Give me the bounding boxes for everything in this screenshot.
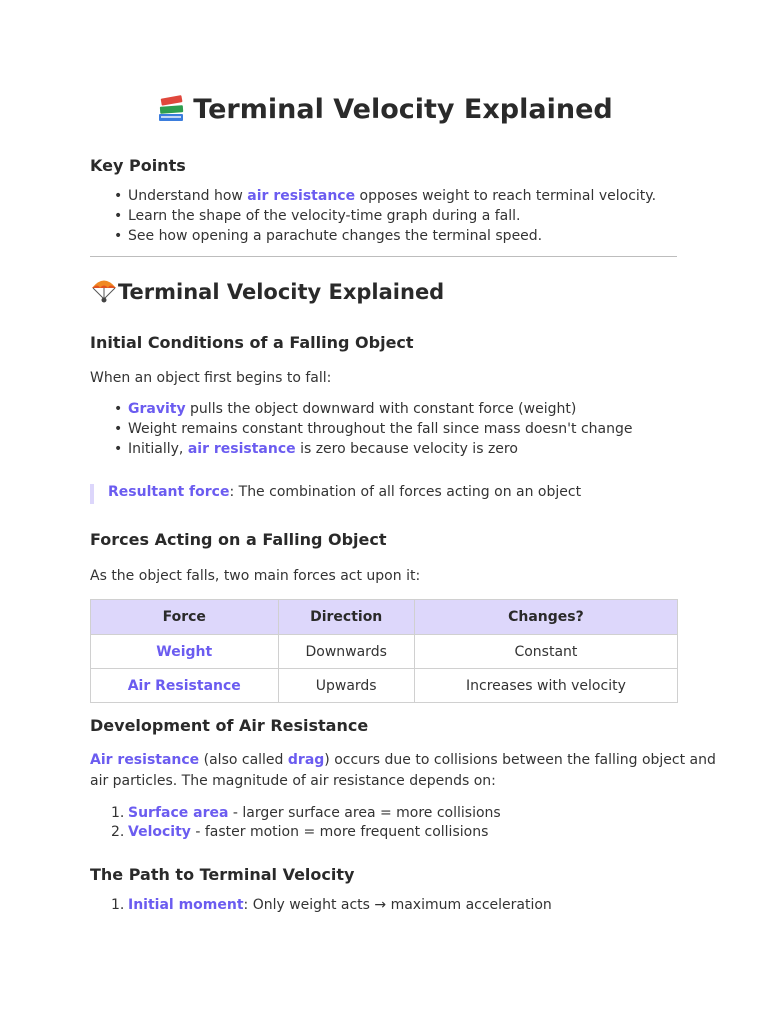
table-row <box>91 669 678 703</box>
parachute-icon <box>90 277 118 305</box>
item-number: 1. <box>111 805 125 821</box>
path-heading: The Path to Terminal Velocity <box>90 865 355 884</box>
books-icon <box>155 92 187 124</box>
page-title-text: Terminal Velocity Explained <box>193 94 613 125</box>
table-cell: Constant <box>414 635 677 669</box>
divider <box>90 256 677 257</box>
column-header: Force <box>91 600 279 635</box>
list-item: • Understand how air resistance opposes weight to reach terminal velocity. <box>114 188 657 204</box>
term-link[interactable]: Weight <box>156 643 213 660</box>
bullet: • <box>114 441 123 457</box>
forces-table <box>90 599 678 703</box>
bullet: • <box>114 401 123 417</box>
term-link[interactable]: air resistance <box>247 188 356 204</box>
air-resistance-paragraph-line-1: Air resistance (also called drag) occurs due to collisions between the falling object and <box>90 752 716 768</box>
term-link[interactable]: Velocity <box>128 824 191 840</box>
table-cell: Downwards <box>278 635 414 669</box>
column-header: Direction <box>278 600 414 635</box>
bullet: • <box>114 421 123 437</box>
air-resistance-heading: Development of Air Resistance <box>90 716 369 735</box>
term-link[interactable]: Gravity <box>128 401 186 417</box>
list-item: • See how opening a parachute changes the terminal speed. <box>114 228 543 244</box>
term-link[interactable]: Initial moment <box>128 897 244 913</box>
numbered-item: 1. Surface area - larger surface area = more collisions <box>111 805 501 821</box>
term-link[interactable]: Resultant force <box>108 484 230 500</box>
term-link[interactable]: drag <box>287 752 325 768</box>
section-heading <box>90 280 444 305</box>
term-link[interactable]: Air Resistance <box>127 677 241 694</box>
table-cell <box>91 635 279 669</box>
numbered-item: 2. Velocity - faster motion = more frequent collisions <box>111 824 489 840</box>
bullet: • <box>114 188 123 204</box>
bullet: • <box>114 208 123 224</box>
term-link[interactable]: Air resistance <box>90 752 200 768</box>
callout: Resultant force: The combination of all forces acting on an object <box>108 484 582 500</box>
section-heading-text: Terminal Velocity Explained <box>118 280 445 304</box>
initial-conditions-heading: Initial Conditions of a Falling Object <box>90 333 414 352</box>
forces-intro: As the object falls, two main forces act upon it: <box>90 568 421 584</box>
air-resistance-paragraph-line-2: air particles. The magnitude of air resistance depends on: <box>90 773 496 789</box>
table-cell: Upwards <box>278 669 414 703</box>
forces-heading: Forces Acting on a Falling Object <box>90 530 387 549</box>
term-link[interactable]: Surface area <box>128 805 229 821</box>
table-row <box>91 635 678 669</box>
list-item: • Gravity pulls the object downward with constant force (weight) <box>114 401 577 417</box>
numbered-item: 1. Initial moment: Only weight acts → maximum acceleration <box>111 897 552 913</box>
initial-intro: When an object first begins to fall: <box>90 370 332 386</box>
term-link[interactable]: air resistance <box>187 441 296 457</box>
callout-bar <box>90 484 94 504</box>
item-number: 1. <box>111 897 125 913</box>
item-number: 2. <box>111 824 125 840</box>
key-points-heading: Key Points <box>90 156 186 175</box>
list-item: • Learn the shape of the velocity-time graph during a fall. <box>114 208 521 224</box>
table-cell: Increases with velocity <box>414 669 677 703</box>
table-cell <box>91 669 279 703</box>
list-item: • Initially, air resistance is zero because velocity is zero <box>114 441 518 457</box>
column-header: Changes? <box>414 600 677 635</box>
list-item: • Weight remains constant throughout the fall since mass doesn't change <box>114 421 633 437</box>
table-header-row <box>91 600 678 635</box>
bullet: • <box>114 228 123 244</box>
page-title <box>0 94 768 125</box>
